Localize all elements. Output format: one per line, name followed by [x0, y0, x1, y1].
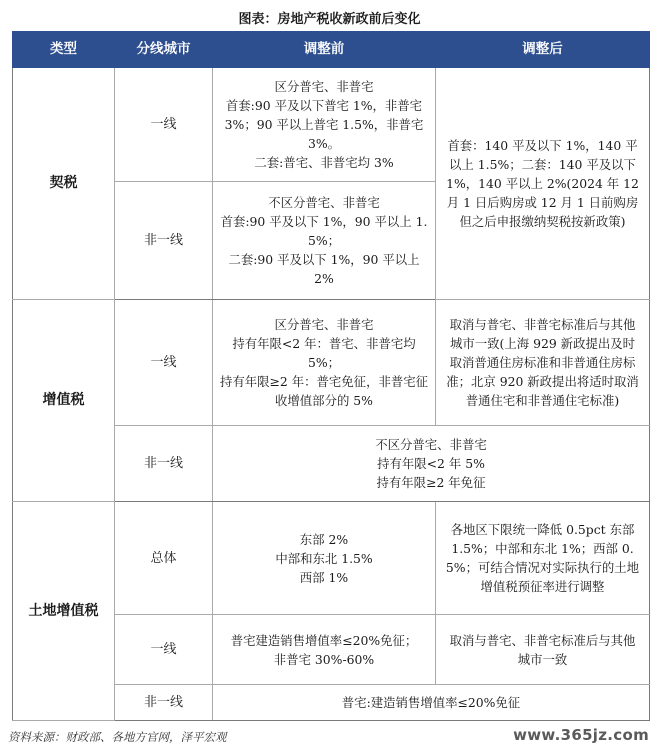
- text-line: 西部 1%: [299, 569, 349, 585]
- land-overall-after: 各地区下限统一降低 0.5pct 东部 1.5%；中部和东北 1%；西部 0.5%；可结合情况对实际执行的土地增值税预征率进行调整: [436, 502, 650, 615]
- vat-tier1-before: [213, 300, 436, 426]
- watermark: www.365jz.com: [513, 726, 649, 744]
- text-line: 不区分普宅、非普宅: [375, 437, 487, 452]
- type-vat: 增值税: [13, 300, 115, 502]
- land-tier1-before: 普宅建造销售增值率≤20%免征；非普宅 30%-60%: [213, 615, 436, 685]
- text-line: 持有年限≥2 年：普宅免征，非普宅征收增值部分的 5%: [219, 374, 429, 408]
- table-row: [13, 68, 650, 182]
- land-tier1-after: 取消与普宅、非普宅标准后与其他城市一致: [436, 615, 650, 685]
- header-before: 调整前: [213, 32, 436, 68]
- text-line: 中部和东北 1.5%: [275, 550, 373, 566]
- vat-tier1-after: 取消与普宅、非普宅标准后与其他城市一致(上海 929 新政提出及时取消普通住房标准和非普通住房标准；北京 920 新政提出将适时取消普通住宅和非普通住宅标准): [436, 300, 650, 426]
- deed-non-tier1-before: [213, 182, 436, 300]
- city-tier1: 一线: [115, 300, 213, 426]
- city-tier1: 一线: [115, 615, 213, 685]
- city-tier1: 一线: [115, 68, 213, 182]
- text-line: 持有年限≥2 年免征: [376, 475, 486, 490]
- tax-policy-table: [12, 31, 650, 721]
- header-after: 调整后: [436, 32, 650, 68]
- header-city: 分线城市: [115, 32, 213, 68]
- type-land-vat: 土地增值税: [13, 502, 115, 721]
- text-line: 持有年限<2 年 5%: [377, 456, 485, 471]
- chart-title: 图表：房地产税收新政前后变化: [238, 12, 421, 27]
- city-non-tier1: 非一线: [115, 685, 213, 721]
- table-row: [13, 502, 650, 615]
- vat-non-tier1-merged: [213, 426, 650, 502]
- text-line: 持有年限<2 年：普宅、非普宅均 5%；: [232, 336, 416, 370]
- text-line: 二套:90 平及以下 1%，90 平以上 2%: [228, 252, 420, 286]
- deed-tier1-before: [213, 68, 436, 182]
- text-line: 东部 2%: [299, 531, 349, 547]
- text-line: 首套:90 平及以下 1%，90 平以上 1.5%；: [220, 214, 428, 248]
- header-row: [13, 32, 650, 68]
- city-non-tier1: 非一线: [115, 182, 213, 300]
- deed-after: 首套：140 平及以下 1%，140 平以上 1.5%；二套：140 平及以下 1%，140 平以上 2%(2024 年 12 月 1 日后购房或 12 月 1 日前购房但之后申报缴纳契税按新政策): [436, 68, 650, 300]
- header-type: 类型: [13, 32, 115, 68]
- land-non-tier1-merged: 普宅:建造销售增值率≤20%免征: [213, 685, 650, 721]
- land-overall-before: [213, 502, 436, 615]
- type-deed-tax: 契税: [13, 68, 115, 300]
- table-row: [13, 300, 650, 426]
- text-line: 二套:普宅、非普宅均 3%: [254, 155, 394, 170]
- source-note: 资料来源：财政部、各地方官网，泽平宏观: [8, 730, 227, 744]
- city-non-tier1: 非一线: [115, 426, 213, 502]
- text-line: 首套:90 平及以下普宅 1%，非普宅 3%；90 平以上普宅 1.5%，非普宅 3%。: [224, 98, 424, 151]
- text-line: 区分普宅、非普宅: [274, 79, 374, 94]
- text-line: 区分普宅、非普宅: [274, 317, 374, 332]
- city-overall: 总体: [115, 502, 213, 615]
- text-line: 不区分普宅、非普宅: [268, 195, 380, 210]
